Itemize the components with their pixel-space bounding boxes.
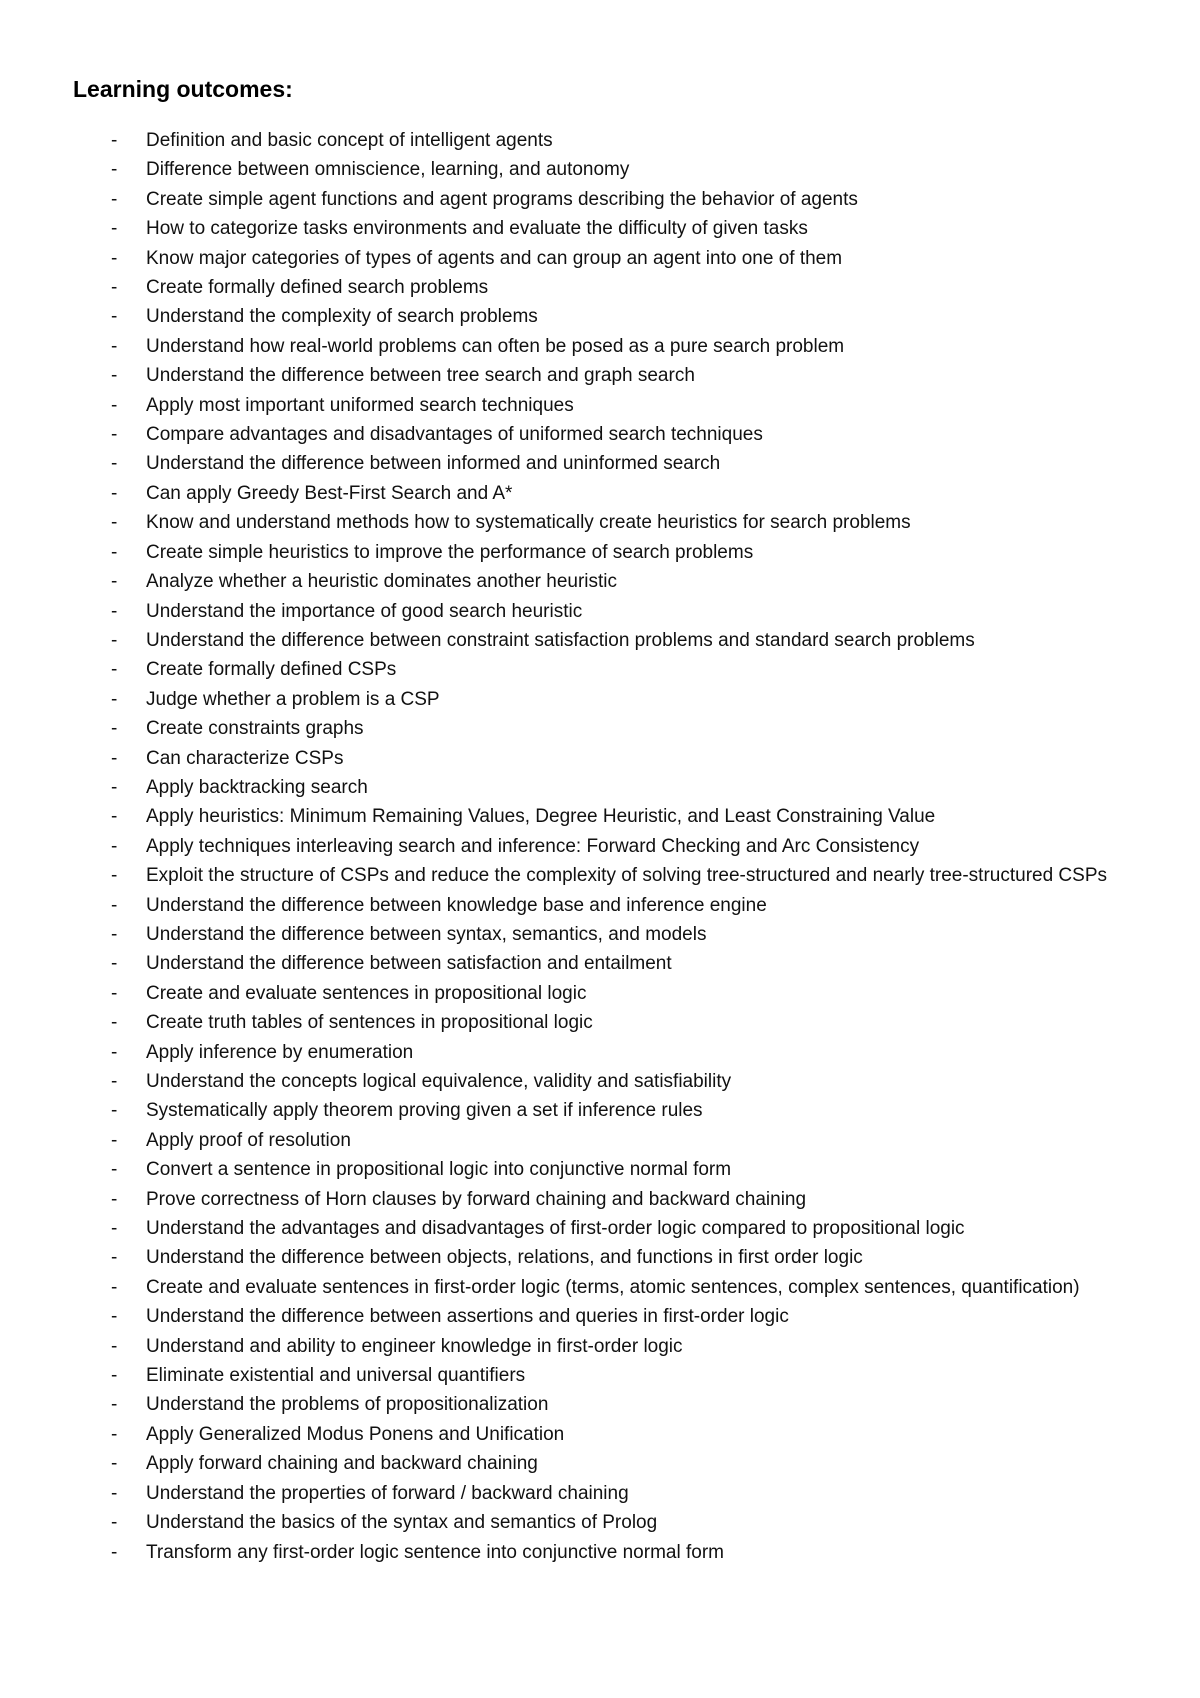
list-bullet: -	[111, 453, 118, 475]
list-item-text: Understand how real-world problems can often be posed as a pure search problem	[146, 335, 845, 357]
list-bullet: -	[111, 659, 118, 681]
list-item	[0, 1008, 1131, 1037]
list-item	[0, 1243, 1131, 1272]
list-bullet: -	[111, 218, 118, 240]
list-item-text: Understand the difference between knowledge base and inference engine	[146, 894, 767, 916]
list-bullet: -	[111, 747, 118, 769]
list-item	[0, 655, 1131, 684]
list-bullet: -	[111, 688, 118, 710]
list-item	[0, 1038, 1131, 1067]
list-bullet: -	[111, 1129, 118, 1151]
list-bullet: -	[111, 247, 118, 269]
list-item-text: Create constraints graphs	[146, 718, 364, 740]
list-item-text: Create and evaluate sentences in propositional logic	[146, 982, 587, 1004]
list-item-text: Judge whether a problem is a CSP	[146, 688, 440, 710]
learning-outcomes-list	[0, 126, 1200, 1567]
list-item	[0, 832, 1131, 861]
list-item-text: Create truth tables of sentences in propositional logic	[146, 1012, 593, 1034]
list-item	[0, 126, 1131, 155]
list-item-text: Understand the difference between assertions and queries in first-order logic	[146, 1306, 789, 1328]
list-item-text: Understand the difference between informed and uninformed search	[146, 453, 721, 475]
list-bullet: -	[111, 482, 118, 504]
list-item	[0, 508, 1131, 537]
list-bullet: -	[111, 835, 118, 857]
list-item	[0, 1155, 1131, 1184]
list-item-text: Create simple agent functions and agent programs describing the behavior of agents	[146, 188, 858, 210]
list-item-text: Definition and basic concept of intelligent agents	[146, 130, 553, 151]
list-item-text: Create and evaluate sentences in first-order logic (terms, atomic sentences, complex sentences, quantification)	[146, 1276, 1080, 1298]
list-bullet: -	[111, 1012, 118, 1034]
list-bullet: -	[111, 1453, 118, 1475]
list-bullet: -	[111, 1365, 118, 1387]
list-bullet: -	[111, 806, 118, 828]
list-bullet: -	[111, 1276, 118, 1298]
list-bullet: -	[111, 1423, 118, 1445]
list-bullet: -	[111, 541, 118, 563]
list-item	[0, 891, 1131, 920]
list-item-text: Understand the concepts logical equivalence, validity and satisfiability	[146, 1071, 732, 1092]
list-item	[0, 332, 1131, 361]
list-item	[0, 479, 1131, 508]
list-item	[0, 1096, 1131, 1125]
list-item	[0, 685, 1131, 714]
list-bullet: -	[111, 600, 118, 622]
list-item	[0, 567, 1131, 596]
list-item	[0, 979, 1131, 1008]
list-item	[0, 744, 1131, 773]
list-item	[0, 273, 1131, 302]
list-bullet: -	[111, 571, 118, 593]
list-bullet: -	[111, 776, 118, 798]
list-item	[0, 1302, 1131, 1331]
list-item-text: Understand the difference between satisfaction and entailment	[146, 953, 672, 975]
list-item	[0, 597, 1131, 626]
list-item-text: Analyze whether a heuristic dominates another heuristic	[146, 571, 618, 593]
list-item-text: Understand the difference between syntax, semantics, and models	[146, 923, 707, 945]
list-item-text: Apply heuristics: Minimum Remaining Values, Degree Heuristic, and Least Constraining Value	[146, 806, 936, 828]
list-item	[0, 626, 1131, 655]
list-item-text: Understand and ability to engineer knowledge in first-order logic	[146, 1335, 683, 1357]
list-item-text: Understand the problems of propositionalization	[146, 1394, 549, 1416]
list-item	[0, 949, 1131, 978]
list-item-text: Apply backtracking search	[146, 776, 368, 798]
list-item-text: Apply techniques interleaving search and inference: Forward Checking and Arc Consistency	[146, 835, 920, 857]
list-item-text: Understand the advantages and disadvantages of first-order logic compared to propositional logic	[146, 1218, 965, 1240]
list-bullet: -	[111, 1541, 118, 1563]
list-bullet: -	[111, 188, 118, 210]
list-item-text: How to categorize tasks environments and evaluate the difficulty of given tasks	[146, 218, 808, 240]
list-item-text: Apply most important uniformed search techniques	[146, 394, 574, 416]
list-bullet: -	[111, 953, 118, 975]
list-item-text: Create simple heuristics to improve the performance of search problems	[146, 541, 754, 563]
list-item	[0, 185, 1131, 214]
list-item	[0, 1273, 1131, 1302]
list-item-text: Understand the difference between tree search and graph search	[146, 365, 695, 387]
list-item	[0, 802, 1131, 831]
list-item-text: Know and understand methods how to systematically create heuristics for search problems	[146, 512, 911, 534]
list-item-text: Convert a sentence in propositional logic into conjunctive normal form	[146, 1159, 732, 1181]
list-bullet: -	[111, 629, 118, 651]
list-item-text: Understand the importance of good search heuristic	[146, 600, 583, 622]
list-bullet: -	[111, 1041, 118, 1063]
list-bullet: -	[111, 1247, 118, 1269]
list-bullet: -	[111, 512, 118, 534]
list-bullet: -	[111, 159, 118, 181]
list-bullet: -	[111, 1218, 118, 1240]
list-item-text: Exploit the structure of CSPs and reduce the complexity of solving tree-structured and nearly tree-structured CSPs	[146, 865, 1108, 887]
list-bullet: -	[111, 1159, 118, 1181]
list-bullet: -	[111, 894, 118, 916]
list-item	[0, 420, 1131, 449]
list-item-text: Understand the properties of forward / backward chaining	[146, 1482, 629, 1504]
list-item	[0, 1538, 1131, 1567]
list-item-text: Create formally defined CSPs	[146, 659, 397, 681]
list-bullet: -	[111, 1306, 118, 1328]
list-item	[0, 1479, 1131, 1508]
list-bullet: -	[111, 923, 118, 945]
list-item	[0, 302, 1131, 331]
list-bullet: -	[111, 306, 118, 328]
list-item-text: Can apply Greedy Best-First Search and A*	[146, 482, 513, 504]
list-bullet: -	[111, 424, 118, 446]
list-item	[0, 1361, 1131, 1390]
list-bullet: -	[111, 865, 118, 887]
list-item	[0, 449, 1131, 478]
list-item	[0, 1449, 1131, 1478]
list-item	[0, 1332, 1131, 1361]
list-item	[0, 244, 1131, 273]
list-item-text: Apply proof of resolution	[146, 1129, 351, 1151]
list-item	[0, 538, 1131, 567]
list-bullet: -	[111, 335, 118, 357]
list-item	[0, 1214, 1131, 1243]
list-item	[0, 773, 1131, 802]
list-bullet: -	[111, 130, 118, 151]
list-item	[0, 920, 1131, 949]
list-bullet: -	[111, 1188, 118, 1210]
list-bullet: -	[111, 1512, 118, 1534]
list-item-text: Apply Generalized Modus Ponens and Unification	[146, 1423, 565, 1445]
list-item-text: Understand the difference between constraint satisfaction problems and standard search problems	[146, 629, 975, 651]
list-item-text: Difference between omniscience, learning, and autonomy	[146, 159, 630, 181]
list-bullet: -	[111, 1482, 118, 1504]
list-item	[0, 1508, 1131, 1537]
list-bullet: -	[111, 1100, 118, 1122]
list-bullet: -	[111, 718, 118, 740]
list-item-text: Apply inference by enumeration	[146, 1041, 414, 1063]
list-bullet: -	[111, 1335, 118, 1357]
list-item	[0, 214, 1131, 243]
list-bullet: -	[111, 365, 118, 387]
list-item-text: Apply forward chaining and backward chaining	[146, 1453, 538, 1475]
list-item	[0, 1390, 1131, 1419]
list-item-text: Eliminate existential and universal quantifiers	[146, 1365, 526, 1387]
list-item-text: Transform any first-order logic sentence into conjunctive normal form	[146, 1541, 724, 1563]
list-item	[0, 1067, 1131, 1096]
list-item-text: Compare advantages and disadvantages of uniformed search techniques	[146, 424, 763, 446]
list-item-text: Create formally defined search problems	[146, 277, 489, 299]
list-item	[0, 1126, 1131, 1155]
list-bullet: -	[111, 277, 118, 299]
list-item	[0, 861, 1131, 890]
list-item	[0, 361, 1131, 390]
list-item-text: Understand the difference between objects, relations, and functions in first order logic	[146, 1247, 863, 1269]
list-bullet: -	[111, 394, 118, 416]
list-bullet: -	[111, 982, 118, 1004]
list-item	[0, 155, 1131, 184]
list-item-text: Can characterize CSPs	[146, 747, 344, 769]
page-title: Learning outcomes:	[73, 76, 293, 102]
list-item-text: Know major categories of types of agents and can group an agent into one of them	[146, 247, 843, 269]
list-item-text: Understand the basics of the syntax and semantics of Prolog	[146, 1512, 658, 1534]
list-item	[0, 391, 1131, 420]
list-item-text: Understand the complexity of search problems	[146, 306, 538, 328]
list-item	[0, 1185, 1131, 1214]
list-bullet: -	[111, 1394, 118, 1416]
list-bullet: -	[111, 1071, 118, 1092]
list-item	[0, 1420, 1131, 1449]
list-item-text: Prove correctness of Horn clauses by forward chaining and backward chaining	[146, 1188, 807, 1210]
list-item	[0, 714, 1131, 743]
list-item-text: Systematically apply theorem proving given a set if inference rules	[146, 1100, 703, 1122]
